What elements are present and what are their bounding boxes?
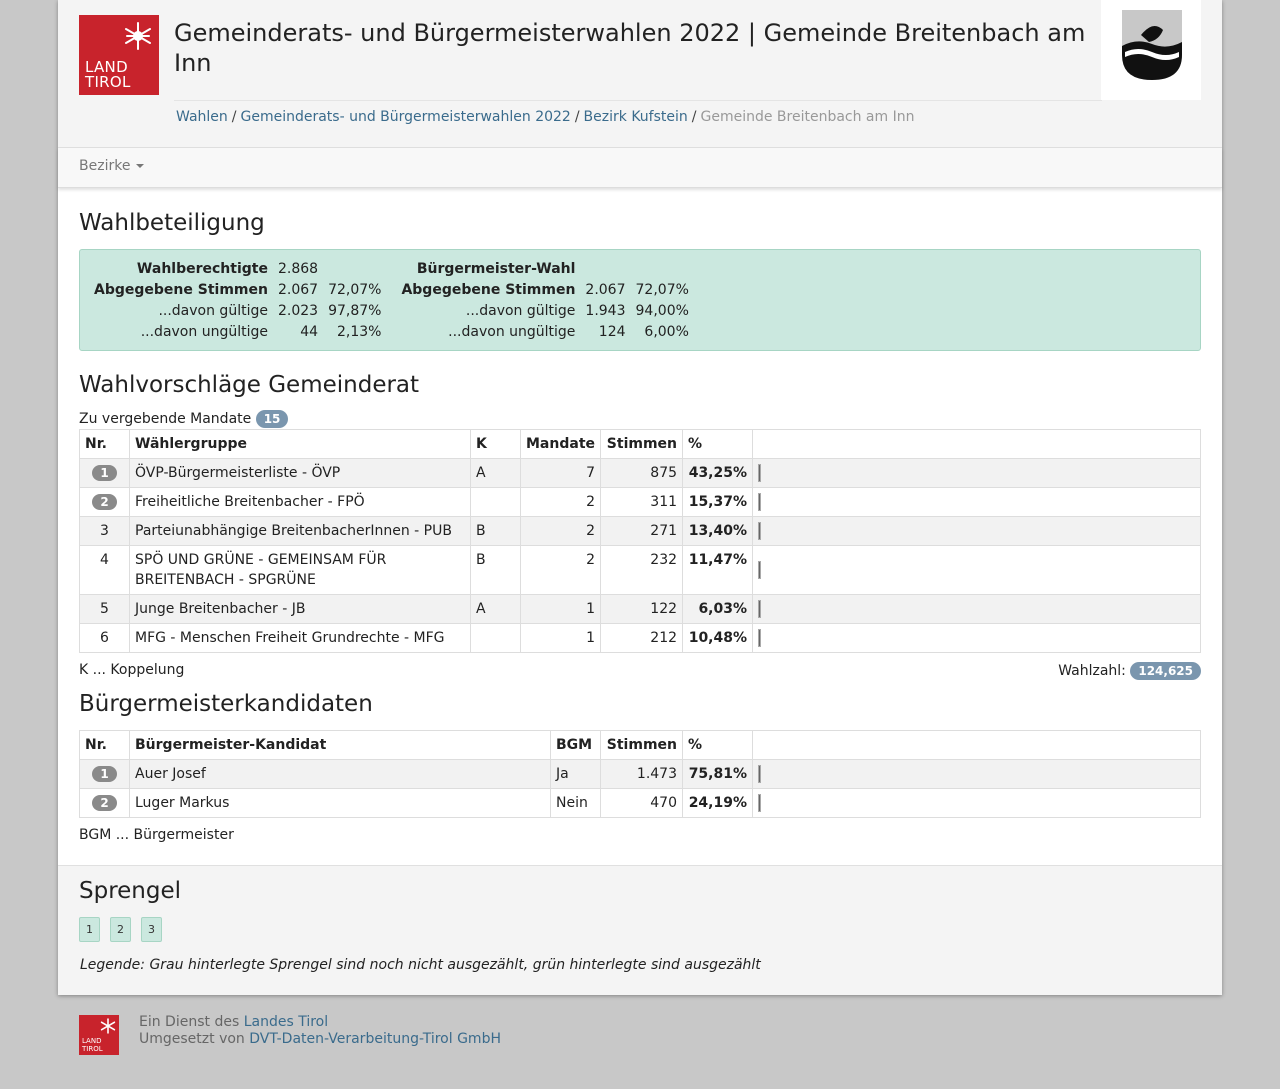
breadcrumb-separator: / [574,109,580,125]
eagle-icon [100,1018,116,1034]
cell-bar [753,546,1201,595]
turnout-pct: 72,07% [635,281,689,298]
cell-stimmen: 212 [601,624,683,653]
bezirke-dropdown-label: Bezirke [79,158,131,174]
turnout-label: ...davon gültige [465,302,576,319]
col-header-waehlergruppe: Wählergruppe [130,430,471,459]
turnout-pct: 97,87% [328,302,382,319]
cell-stimmen: 311 [601,488,683,517]
cell-mandate: 2 [521,488,601,517]
page-container [58,0,1222,995]
cell-mandate: 1 [521,595,601,624]
turnout-value: 44 [300,323,319,340]
cell-bar [753,517,1201,546]
result-bar [758,765,761,783]
cell-bar [753,624,1201,653]
caret-down-icon [136,164,144,168]
cell-mandate: 7 [521,459,601,488]
sprengel-button-1[interactable]: 1 [79,917,100,942]
col-header-mandate: Mandate [521,430,601,459]
footer-line-2 [139,1031,501,1048]
col-header-bar [753,430,1201,459]
result-bar [758,794,761,812]
mayor-vote-title: Bürgermeister-Wahl [416,260,576,277]
cell-k: B [471,546,521,595]
footer-logo[interactable] [79,1015,119,1055]
turnout-label: ...davon ungültige [140,323,268,340]
cell-pct: 75,81% [683,760,753,789]
logo-line-tirol: TIROL [85,73,131,91]
turnout-label: Abgegebene Stimmen [94,281,268,298]
rank-badge: 2 [92,795,116,811]
turnout-pct [323,258,386,279]
municipality-crest [1101,0,1201,100]
gemeinderat-table [79,429,1201,653]
cell-stimmen: 122 [601,595,683,624]
cell-waehlergruppe: SPÖ UND GRÜNE - GEMEINSAM FÜR BREITENBACH - SPGRÜNE [130,546,471,595]
turnout-value: 1.943 [585,302,626,319]
cell-nr [80,488,130,517]
footer-line2-prefix: Umgesetzt von [139,1031,245,1047]
cell-waehlergruppe: MFG - Menschen Freiheit Grundrechte - MFG [130,624,471,653]
col-header-bar [753,731,1201,760]
footer-logo-line-tirol: TIROL [82,1045,103,1053]
cell-nr [80,459,130,488]
turnout-pct: 72,07% [328,281,382,298]
section-heading-gemeinderat: Wahlvorschläge Gemeinderat [79,372,420,398]
cell-pct: 43,25% [683,459,753,488]
turnout-panel [79,249,1201,351]
breadcrumb-separator: / [691,109,697,125]
cell-waehlergruppe: ÖVP-Bürgermeisterliste - ÖVP [130,459,471,488]
result-bar [758,522,761,540]
table-row [80,517,1201,546]
cell-k: A [471,595,521,624]
breadcrumb-election[interactable]: Gemeinderats- und Bürgermeisterwahlen 2022 [240,109,571,125]
navbar [58,148,1222,188]
cell-kandidat: Auer Josef [130,760,551,789]
cell-k [471,624,521,653]
footer-link-dvt[interactable]: DVT-Daten-Verarbeitung-Tirol GmbH [249,1031,501,1047]
wahlzahl-badge: 124,625 [1130,662,1201,680]
col-header-pct: % [683,430,753,459]
rank-badge: 2 [92,494,116,510]
bezirke-dropdown[interactable] [79,158,144,174]
cell-nr [80,789,130,818]
table-row [80,595,1201,624]
table-row [80,760,1201,789]
turnout-value: 2.868 [277,260,319,277]
cell-bar [753,488,1201,517]
cell-bar [753,459,1201,488]
turnout-value: 2.067 [277,281,319,298]
turnout-label: Abgegebene Stimmen [401,281,576,298]
col-header-stimmen: Stimmen [601,430,683,459]
crest-icon [1101,0,1201,100]
turnout-label: ...davon ungültige [448,323,576,340]
cell-k: B [471,517,521,546]
land-tirol-logo[interactable] [79,15,159,95]
table-row [80,624,1201,653]
col-header-pct: % [683,731,753,760]
section-heading-wahlbeteiligung: Wahlbeteiligung [79,210,265,236]
rank-badge: 1 [92,766,116,782]
breadcrumb-separator: / [231,109,237,125]
breadcrumb-wahlen[interactable]: Wahlen [176,109,228,125]
cell-stimmen: 875 [601,459,683,488]
cell-bar [753,595,1201,624]
cell-stimmen: 1.473 [601,760,683,789]
col-header-kandidat: Bürgermeister-Kandidat [130,731,551,760]
header [58,0,1222,148]
result-bar [758,629,761,647]
cell-kandidat: Luger Markus [130,789,551,818]
turnout-pct: 6,00% [644,323,689,340]
cell-bgm: Ja [551,760,601,789]
eagle-icon [123,21,153,51]
cell-bar [753,789,1201,818]
footer-logo-text [82,1037,103,1053]
title-divider [174,100,1102,101]
cell-pct: 6,03% [683,595,753,624]
cell-nr: 6 [80,624,130,653]
cell-pct: 10,48% [683,624,753,653]
result-bar [758,464,761,482]
table-row [80,789,1201,818]
wahlzahl-info [1058,662,1201,680]
col-header-nr: Nr. [80,731,130,760]
table-row [80,459,1201,488]
cell-pct: 13,40% [683,517,753,546]
breadcrumb [176,109,914,125]
cell-waehlergruppe: Freiheitliche Breitenbacher - FPÖ [130,488,471,517]
table-row [80,488,1201,517]
page-title: Gemeinderats- und Bürgermeisterwahlen 2022 | Gemeinde Breitenbach am Inn [174,19,1086,77]
footer-line1-prefix: Ein Dienst des [139,1014,240,1030]
footer-logo-line-land: LAND [82,1037,102,1045]
col-header-nr: Nr. [80,430,130,459]
buergermeister-table [79,730,1201,818]
cell-nr [80,760,130,789]
section-heading-buergermeister: Bürgermeisterkandidaten [79,691,373,717]
cell-stimmen: 232 [601,546,683,595]
cell-bgm: Nein [551,789,601,818]
sprengel-legend: Legende: Grau hinterlegte Sprengel sind noch nicht ausgezählt, grün hinterlegte sind ausgezählt [80,957,761,973]
breadcrumb-current: Gemeinde Breitenbach am Inn [700,109,915,125]
cell-mandate: 2 [521,517,601,546]
turnout-label: Wahlberechtigte [136,260,268,277]
turnout-pct: 2,13% [336,323,382,340]
col-header-bgm: BGM [551,731,601,760]
table-row [80,546,1201,595]
result-bar [758,561,761,579]
mandate-count-badge: 15 [256,410,289,428]
turnout-label: ...davon gültige [158,302,268,319]
cell-waehlergruppe: Parteiunabhängige BreitenbacherInnen - PUB [130,517,471,546]
mandate-info [79,410,288,428]
logo-line-land: LAND [85,58,128,76]
logo-text [85,60,131,90]
cell-pct: 24,19% [683,789,753,818]
cell-k [471,488,521,517]
cell-bar [753,760,1201,789]
cell-waehlergruppe: Junge Breitenbacher - JB [130,595,471,624]
col-header-k: K [471,430,521,459]
footer-line-1 [139,1014,501,1031]
cell-nr: 3 [80,517,130,546]
breadcrumb-bezirk[interactable]: Bezirk Kufstein [583,109,688,125]
sprengel-button-2[interactable]: 2 [110,917,131,942]
cell-pct: 11,47% [683,546,753,595]
rank-badge: 1 [92,465,116,481]
turnout-table [89,258,694,342]
cell-pct: 15,37% [683,488,753,517]
turnout-value: 2.023 [277,302,319,319]
section-heading-sprengel: Sprengel [79,878,182,904]
footer-link-land-tirol[interactable]: Landes Tirol [243,1014,329,1030]
sprengel-section [58,865,1222,995]
cell-stimmen: 271 [601,517,683,546]
cell-nr: 5 [80,595,130,624]
sprengel-button-3[interactable]: 3 [141,917,162,942]
cell-stimmen: 470 [601,789,683,818]
cell-mandate: 1 [521,624,601,653]
turnout-value: 2.067 [585,281,626,298]
col-header-stimmen: Stimmen [601,731,683,760]
result-bar [758,600,761,618]
cell-nr: 4 [80,546,130,595]
cell-mandate: 2 [521,546,601,595]
turnout-value: 124 [598,323,626,340]
koppelung-note: K ... Koppelung [79,662,185,678]
mandate-label: Zu vergebende Mandate [79,411,252,427]
result-bar [758,493,761,511]
cell-k: A [471,459,521,488]
wahlzahl-label: Wahlzahl: [1058,663,1126,679]
footer-text [139,1014,501,1048]
turnout-pct: 94,00% [635,302,689,319]
bgm-note: BGM ... Bürgermeister [79,827,234,843]
